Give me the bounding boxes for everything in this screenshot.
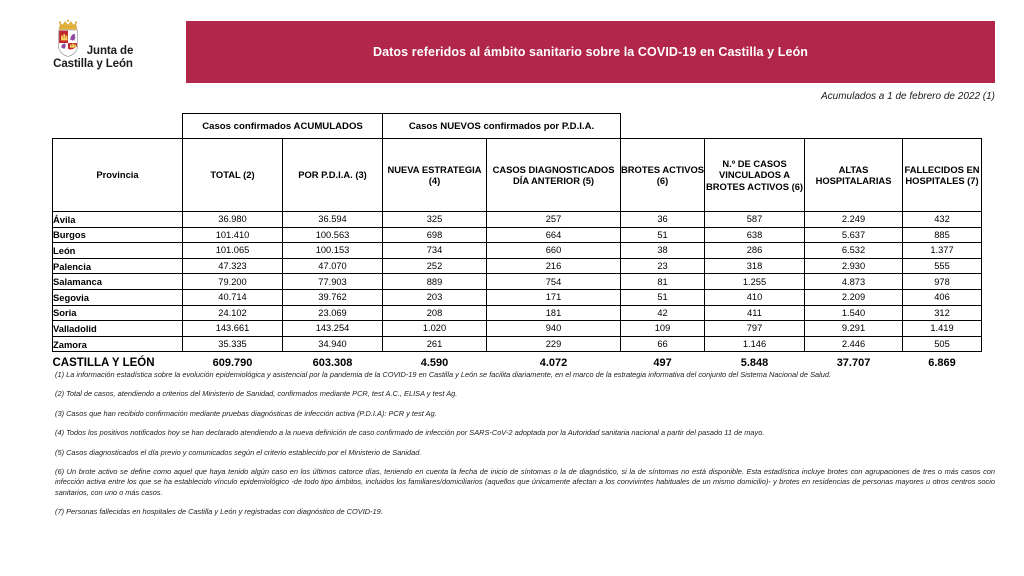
column-header-dia-anterior: CASOS DIAGNOSTICADOS DÍA ANTERIOR (5): [487, 139, 621, 212]
column-header-brotes-activos: BROTES ACTIVOS (6): [621, 139, 705, 212]
table-row: [53, 289, 982, 305]
cell-nueva-estrategia: 208: [383, 305, 487, 321]
cell-total: 35.335: [183, 336, 283, 352]
cell-casos-vinculados: 587: [705, 212, 805, 228]
cell-pdia: 143.254: [283, 321, 383, 337]
cell-casos-vinculados: 411: [705, 305, 805, 321]
cell-provincia: Valladolid: [53, 321, 183, 337]
table-row: [53, 305, 982, 321]
column-header-por-pdia: POR P.D.I.A. (3): [283, 139, 383, 212]
group-header-spacer-right: [621, 114, 982, 139]
total-row-dia-anterior: 4.072: [539, 357, 568, 370]
table-row: [53, 274, 982, 290]
table-group-header-row: [53, 114, 982, 139]
cell-nueva-estrategia: 203: [383, 289, 487, 305]
table-row: [53, 243, 982, 259]
cell-dia-anterior: 216: [487, 258, 621, 274]
cell-fallecidos: 312: [903, 305, 982, 321]
cell-nueva-estrategia: 889: [383, 274, 487, 290]
total-row-fallecidos: 6.869: [928, 357, 956, 370]
total-row-total: 609.790: [212, 357, 253, 370]
group-header-acumulados: Casos confirmados ACUMULADOS: [183, 114, 383, 139]
cell-total: 101.065: [183, 243, 283, 259]
cell-casos-vinculados: 1.255: [705, 274, 805, 290]
table-row: [53, 212, 982, 228]
column-header-total: TOTAL (2): [183, 139, 283, 212]
cell-nueva-estrategia: 734: [383, 243, 487, 259]
cell-dia-anterior: 229: [487, 336, 621, 352]
covid-data-table: [52, 113, 982, 374]
cell-altas: 2.930: [805, 258, 903, 274]
cell-brotes-activos: 51: [621, 289, 705, 305]
cell-casos-vinculados: 286: [705, 243, 805, 259]
cell-altas: 9.291: [805, 321, 903, 337]
footnote-4: (4) Todos los positivos notificados hoy se han declarado atendiendo a la nueva definición de caso confirmado de infección por SARS-CoV-2 adoptada por la Autoridad sanitaria nacional a partir del pasado 11 de mayo.: [55, 428, 765, 438]
table-row: [53, 336, 982, 352]
covid-data-table-container: [52, 113, 981, 374]
cell-pdia: 47.070: [283, 258, 383, 274]
cell-altas: 2.446: [805, 336, 903, 352]
cell-fallecidos: 885: [903, 227, 982, 243]
table-column-header-row: [53, 139, 982, 212]
total-row-label: CASTILLA Y LEÓN: [52, 357, 155, 370]
cell-provincia: Burgos: [53, 227, 183, 243]
cell-pdia: 77.903: [283, 274, 383, 290]
table-row: [53, 321, 982, 337]
cell-dia-anterior: 660: [487, 243, 621, 259]
logo-line2: Castilla y León: [53, 58, 133, 70]
accumulated-date-label: Acumulados a 1 de febrero de 2022 (1): [821, 91, 995, 102]
column-header-fallecidos: FALLECIDOS EN HOSPITALES (7): [903, 139, 982, 212]
cell-nueva-estrategia: 1.020: [383, 321, 487, 337]
table-row: [53, 258, 982, 274]
footnote-1: (1) La información estadística sobre la evolución epidemiológica y asistencial por la pandemia de la COVID-19 en Castilla y León se facilita diariamente, en el marco de la estrategia informativa del conjunto del Sistema Nacional de Salud.: [55, 370, 832, 379]
cell-nueva-estrategia: 325: [383, 212, 487, 228]
cell-dia-anterior: 181: [487, 305, 621, 321]
page-title: Datos referidos al ámbito sanitario sobre la COVID-19 en Castilla y León: [372, 45, 809, 59]
cell-pdia: 100.563: [283, 227, 383, 243]
cell-brotes-activos: 51: [621, 227, 705, 243]
total-row-altas: 37.707: [836, 357, 871, 370]
cell-provincia: Salamanca: [53, 274, 183, 290]
cell-pdia: 36.594: [283, 212, 383, 228]
cell-total: 101.410: [183, 227, 283, 243]
cell-nueva-estrategia: 252: [383, 258, 487, 274]
cell-dia-anterior: 257: [487, 212, 621, 228]
cell-provincia: Zamora: [53, 336, 183, 352]
cell-altas: 5.637: [805, 227, 903, 243]
footnotes-section: [55, 370, 995, 527]
junta-logo: [0, 0, 186, 71]
title-banner: [186, 21, 995, 83]
cell-altas: 2.209: [805, 289, 903, 305]
castilla-y-leon-coat-of-arms-icon: [53, 18, 83, 58]
cell-altas: 1.540: [805, 305, 903, 321]
cell-dia-anterior: 664: [487, 227, 621, 243]
column-header-nueva-estrategia: NUEVA ESTRATEGIA (4): [383, 139, 487, 212]
cell-fallecidos: 1.377: [903, 243, 982, 259]
cell-provincia: Palencia: [53, 258, 183, 274]
cell-nueva-estrategia: 698: [383, 227, 487, 243]
column-header-altas-hospitalarias: ALTAS HOSPITALARIAS: [805, 139, 903, 212]
cell-fallecidos: 1.419: [903, 321, 982, 337]
cell-fallecidos: 555: [903, 258, 982, 274]
cell-brotes-activos: 42: [621, 305, 705, 321]
cell-casos-vinculados: 410: [705, 289, 805, 305]
column-header-provincia: Provincia: [53, 139, 183, 212]
footnote-7: (7) Personas fallecidas en hospitales de Castilla y León y registradas con diagnóstico de COVID-19.: [55, 507, 383, 517]
cell-fallecidos: 432: [903, 212, 982, 228]
cell-total: 143.661: [183, 321, 283, 337]
cell-pdia: 23.069: [283, 305, 383, 321]
table-body: [53, 212, 982, 352]
cell-altas: 4.873: [805, 274, 903, 290]
cell-pdia: 34.940: [283, 336, 383, 352]
total-row-brotes-activos: 497: [653, 357, 672, 370]
cell-dia-anterior: 171: [487, 289, 621, 305]
cell-total: 79.200: [183, 274, 283, 290]
cell-provincia: Ávila: [53, 212, 183, 228]
logo-line1: Junta de: [86, 44, 134, 57]
cell-pdia: 39.762: [283, 289, 383, 305]
cell-casos-vinculados: 797: [705, 321, 805, 337]
group-header-nuevos: Casos NUEVOS confirmados por P.D.I.A.: [383, 114, 621, 139]
total-row-nueva-estrategia: 4.590: [420, 357, 449, 370]
total-row-pdia: 603.308: [312, 357, 353, 370]
footnote-6: (6) Un brote activo se define como aquel que haya tenido algún caso en los últimos catorce días, teniendo en cuenta la fecha de inicio de síntomas o la de diagnóstico, si la de síntomas no está disponible. Esta estadística incluye brotes con agrupaciones de tres o más casos con infección activa entre los que se ha establecido vínculo epidemiológico -de todo tipo ámbitos, incluidos los familiares/domiciliarios (aquellos que únicamente afectan a los convivintes habituales de un mismo domicilio)- y brotes en residencias de personas mayores u otros centros socio sanitarios, con uno o más casos.: [55, 467, 995, 497]
cell-casos-vinculados: 1.146: [705, 336, 805, 352]
cell-casos-vinculados: 638: [705, 227, 805, 243]
group-header-spacer: [53, 114, 183, 139]
cell-brotes-activos: 36: [621, 212, 705, 228]
cell-brotes-activos: 109: [621, 321, 705, 337]
cell-brotes-activos: 23: [621, 258, 705, 274]
cell-brotes-activos: 66: [621, 336, 705, 352]
total-row-casos-vinculados: 5.848: [740, 357, 769, 370]
cell-fallecidos: 406: [903, 289, 982, 305]
cell-total: 24.102: [183, 305, 283, 321]
cell-dia-anterior: 940: [487, 321, 621, 337]
cell-dia-anterior: 754: [487, 274, 621, 290]
column-header-casos-vinculados: N.º DE CASOS VINCULADOS A BROTES ACTIVOS (6): [705, 139, 805, 212]
cell-fallecidos: 978: [903, 274, 982, 290]
cell-altas: 6.532: [805, 243, 903, 259]
table-row: [53, 227, 982, 243]
footnote-5: (5) Casos diagnosticados el día previo y comunicados según el criterio establecido por el Ministerio de Sanidad.: [55, 447, 422, 457]
footnote-2: (2) Total de casos, atendiendo a criterios del Ministerio de Sanidad, confirmados mediante PCR, test A.C., ELISA y test Ag.: [55, 389, 458, 399]
cell-total: 47.323: [183, 258, 283, 274]
cell-brotes-activos: 81: [621, 274, 705, 290]
cell-fallecidos: 505: [903, 336, 982, 352]
cell-brotes-activos: 38: [621, 243, 705, 259]
cell-total: 40.714: [183, 289, 283, 305]
cell-pdia: 100.153: [283, 243, 383, 259]
footnote-3: (3) Casos que han recibido confirmación mediante pruebas diagnósticas de infección activa (P.D.I.A): PCR y test Ag.: [55, 408, 437, 418]
cell-provincia: León: [53, 243, 183, 259]
cell-altas: 2.249: [805, 212, 903, 228]
cell-nueva-estrategia: 261: [383, 336, 487, 352]
cell-provincia: Soria: [53, 305, 183, 321]
cell-total: 36.980: [183, 212, 283, 228]
cell-provincia: Segovia: [53, 289, 183, 305]
page-header: [0, 0, 1024, 84]
cell-casos-vinculados: 318: [705, 258, 805, 274]
